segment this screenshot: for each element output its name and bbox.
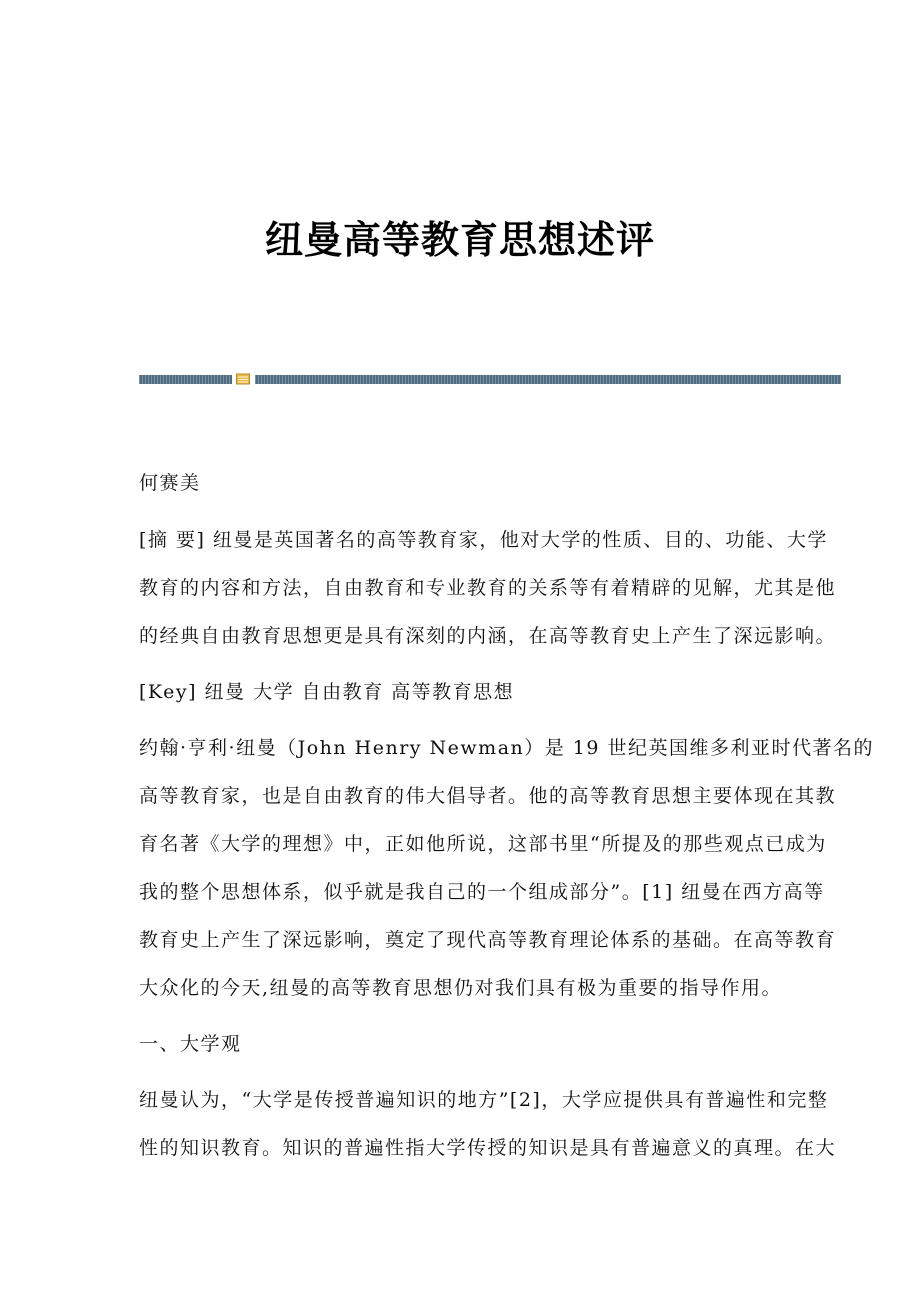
section-body-line: 性的知识教育。知识的普遍性指大学传授的知识是具有普遍意义的真理。在大 <box>139 1137 837 1159</box>
title-divider-left <box>139 375 232 384</box>
divider-ornament-icon <box>236 373 250 385</box>
document-title: 纽曼高等教育思想述评 <box>264 218 655 262</box>
intro-line: 教育史上产生了深远影响，奠定了现代高等教育理论体系的基础。在高等教育 <box>139 929 837 951</box>
intro-line: 育名著《大学的理想》中，正如他所说，这部书里“所提及的那些观点已成为 <box>139 833 827 855</box>
author-name: 何赛美 <box>139 472 201 494</box>
section-heading: 一、大学观 <box>139 1033 242 1055</box>
keywords-line: [Key] 纽曼 大学 自由教育 高等教育思想 <box>139 681 515 703</box>
intro-line: 我的整个思想体系，似乎就是我自己的一个组成部分”。[1] 纽曼在西方高等 <box>139 881 825 903</box>
abstract-line: 的经典自由教育思想更是具有深刻的内涵，在高等教育史上产生了深远影响。 <box>139 625 837 647</box>
abstract-line: 教育的内容和方法，自由教育和专业教育的关系等有着精辟的见解，尤其是他 <box>139 577 837 599</box>
intro-line: 大众化的今天,纽曼的高等教育思想仍对我们具有极为重要的指导作用。 <box>139 977 783 999</box>
title-divider-right <box>255 375 841 384</box>
abstract-line: [摘 要] 纽曼是英国著名的高等教育家，他对大学的性质、目的、功能、大学 <box>139 529 828 551</box>
intro-line: 约翰·亨利·纽曼（John Henry Newman）是 19 世纪英国维多利亚时代著名的 <box>139 737 875 759</box>
section-body-line: 纽曼认为，“大学是传授普遍知识的地方”[2]，大学应提供具有普遍性和完整 <box>139 1089 829 1111</box>
intro-line: 高等教育家，也是自由教育的伟大倡导者。他的高等教育思想主要体现在其教 <box>139 785 837 807</box>
